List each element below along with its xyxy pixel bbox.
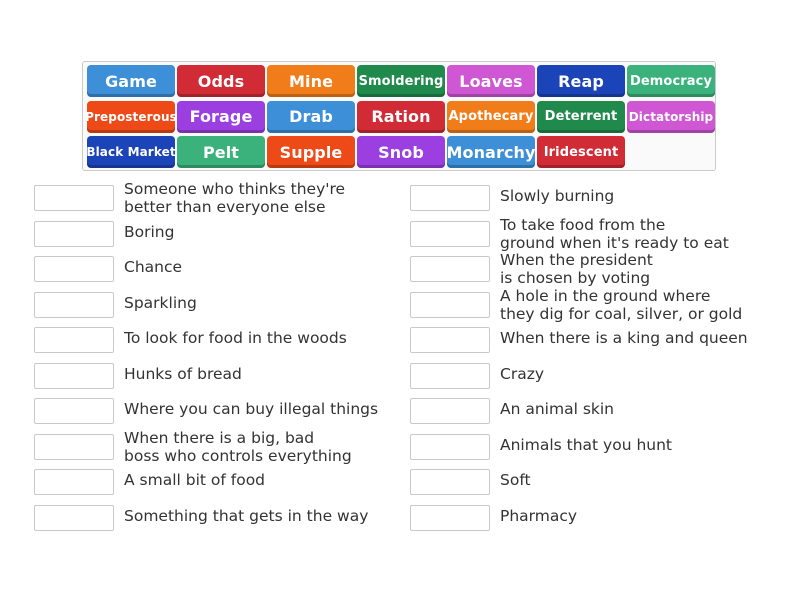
word-tile-snob[interactable]: Snob [357, 136, 445, 168]
word-tile-odds[interactable]: Odds [177, 65, 265, 97]
right-clue-8: Animals that you hunt [500, 435, 672, 454]
left-answer-box-1[interactable] [34, 185, 114, 211]
right-clue-3: When the president is chosen by voting [500, 251, 653, 287]
right-clue-7: An animal skin [500, 400, 614, 418]
right-clue-1: Slowly burning [500, 187, 615, 205]
left-answer-box-5[interactable] [34, 327, 114, 353]
word-tile-reap[interactable]: Reap [537, 65, 625, 97]
left-clue-6: Hunks of bread [124, 364, 242, 383]
left-answer-box-2[interactable] [34, 221, 114, 247]
right-answer-box-10[interactable] [410, 505, 490, 531]
right-answer-box-5[interactable] [410, 327, 490, 353]
word-tile-ration[interactable]: Ration [357, 101, 445, 133]
word-bank [82, 61, 716, 171]
left-clue-4: Sparkling [124, 293, 197, 312]
left-clue-5: To look for food in the woods [124, 329, 347, 347]
word-tile-iridescent[interactable]: Iridescent [537, 136, 625, 168]
left-answer-box-3[interactable] [34, 256, 114, 282]
left-clue-7: Where you can buy illegal things [124, 400, 379, 418]
right-answer-box-4[interactable] [410, 292, 490, 318]
word-tile-pelt[interactable]: Pelt [177, 136, 265, 168]
right-answer-box-7[interactable] [410, 398, 490, 424]
left-answer-box-8[interactable] [34, 434, 114, 460]
word-tile-smoldering[interactable]: Smoldering [357, 65, 445, 97]
left-clue-9: A small bit of food [124, 471, 266, 489]
right-clue-6: Crazy [500, 364, 545, 383]
left-clue-2: Boring [124, 222, 175, 241]
right-answer-box-6[interactable] [410, 363, 490, 389]
right-clue-4: A hole in the ground where they dig for coal, silver, or gold [500, 286, 743, 323]
right-answer-box-2[interactable] [410, 221, 490, 247]
word-tile-supple[interactable]: Supple [267, 136, 355, 168]
right-clue-2: To take food from the ground when it's ready to eat [500, 215, 729, 252]
word-tile-apothecary[interactable]: Apothecary [447, 101, 535, 133]
word-tile-democracy[interactable]: Democracy [627, 65, 715, 97]
right-answer-box-1[interactable] [410, 185, 490, 211]
word-tile-deterrent[interactable]: Deterrent [537, 101, 625, 133]
word-tile-loaves[interactable]: Loaves [447, 65, 535, 97]
left-clue-1: Someone who thinks they're better than everyone else [124, 180, 346, 216]
right-answer-box-9[interactable] [410, 469, 490, 495]
left-answer-box-6[interactable] [34, 363, 114, 389]
left-clue-10: Something that gets in the way [124, 506, 369, 525]
left-answer-box-9[interactable] [34, 469, 114, 495]
word-tile-preposterous[interactable]: Preposterous [87, 101, 175, 133]
left-clue-3: Chance [124, 258, 183, 276]
right-clue-9: Soft [500, 471, 531, 489]
left-answer-box-7[interactable] [34, 398, 114, 424]
word-tile-mine[interactable]: Mine [267, 65, 355, 97]
right-answer-box-3[interactable] [410, 256, 490, 282]
word-tile-black-market[interactable]: Black Market [87, 136, 175, 168]
word-tile-monarchy[interactable]: Monarchy [447, 136, 535, 168]
left-answer-box-10[interactable] [34, 505, 114, 531]
word-tile-dictatorship[interactable]: Dictatorship [627, 101, 715, 133]
left-answer-box-4[interactable] [34, 292, 114, 318]
word-tile-game[interactable]: Game [87, 65, 175, 97]
left-clue-8: When there is a big, bad boss who controls everything [124, 428, 352, 465]
right-clue-5: When there is a king and queen [500, 329, 748, 347]
word-tile-drab[interactable]: Drab [267, 101, 355, 133]
right-answer-box-8[interactable] [410, 434, 490, 460]
word-tile-forage[interactable]: Forage [177, 101, 265, 133]
right-clue-10: Pharmacy [500, 506, 578, 525]
